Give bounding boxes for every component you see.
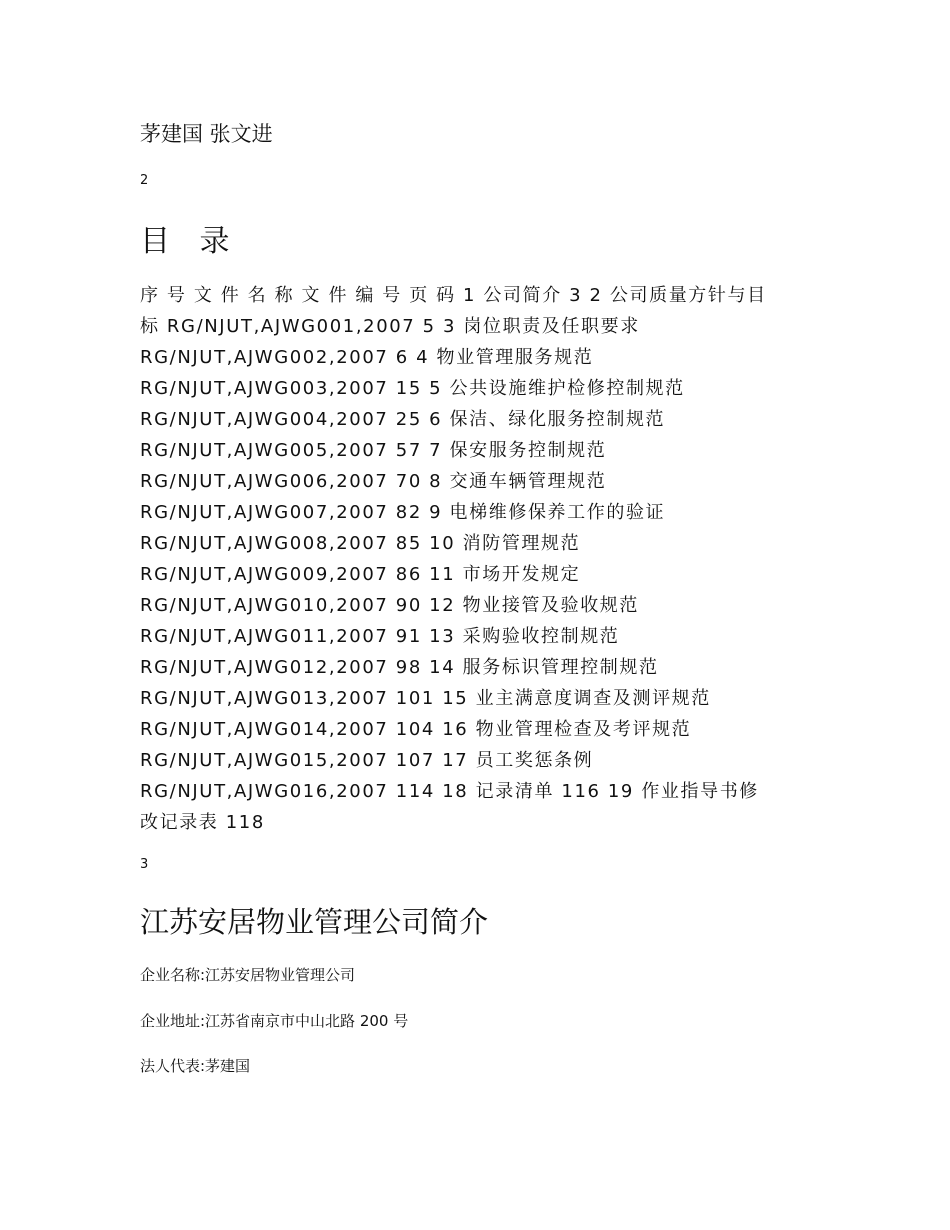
- toc-line: RG/NJUT,AJWG016,2007 114 18 记录清单 116 19 作业指导书修: [140, 781, 759, 802]
- toc-line: RG/NJUT,AJWG009,2007 86 11 市场开发规定: [140, 564, 581, 585]
- toc-line: 标 RG/NJUT,AJWG001,2007 5 3 岗位职责及任职要求: [140, 316, 640, 337]
- authors-line: 茅建国 张文进: [140, 122, 273, 146]
- toc-line: RG/NJUT,AJWG005,2007 57 7 保安服务控制规范: [140, 440, 607, 461]
- page-number: 2: [140, 173, 149, 188]
- toc-line: RG/NJUT,AJWG006,2007 70 8 交通车辆管理规范: [140, 471, 607, 492]
- toc-line: RG/NJUT,AJWG004,2007 25 6 保洁、绿化服务控制规范: [140, 409, 666, 430]
- toc-line: 改记录表 118: [140, 812, 265, 833]
- toc-line: RG/NJUT,AJWG008,2007 85 10 消防管理规范: [140, 533, 581, 554]
- toc-line: RG/NJUT,AJWG012,2007 98 14 服务标识管理控制规范: [140, 657, 659, 678]
- company-address: 企业地址:江苏省南京市中山北路 200 号: [140, 1012, 409, 1030]
- toc-line: RG/NJUT,AJWG015,2007 107 17 员工奖惩条例: [140, 750, 594, 771]
- toc-line: RG/NJUT,AJWG014,2007 104 16 物业管理检查及考评规范: [140, 719, 692, 740]
- toc-line: RG/NJUT,AJWG007,2007 82 9 电梯维修保养工作的验证: [140, 502, 666, 523]
- toc-line: RG/NJUT,AJWG013,2007 101 15 业主满意度调查及测评规范: [140, 688, 711, 709]
- toc-line: 序 号 文 件 名 称 文 件 编 号 页 码 1 公司简介 3 2 公司质量方针与目: [140, 285, 767, 306]
- toc-line: RG/NJUT,AJWG010,2007 90 12 物业接管及验收规范: [140, 595, 640, 616]
- toc-title: 目 录: [140, 224, 240, 259]
- section-title: 江苏安居物业管理公司简介: [140, 905, 489, 939]
- toc-line: RG/NJUT,AJWG003,2007 15 5 公共设施维护检修控制规范: [140, 378, 685, 399]
- toc-line: RG/NJUT,AJWG011,2007 91 13 采购验收控制规范: [140, 626, 620, 647]
- toc-line: RG/NJUT,AJWG002,2007 6 4 物业管理服务规范: [140, 347, 594, 368]
- page-number: 3: [140, 857, 149, 872]
- toc-list: [140, 280, 820, 838]
- company-name: 企业名称:江苏安居物业管理公司: [140, 966, 356, 984]
- legal-representative: 法人代表:茅建国: [140, 1057, 251, 1075]
